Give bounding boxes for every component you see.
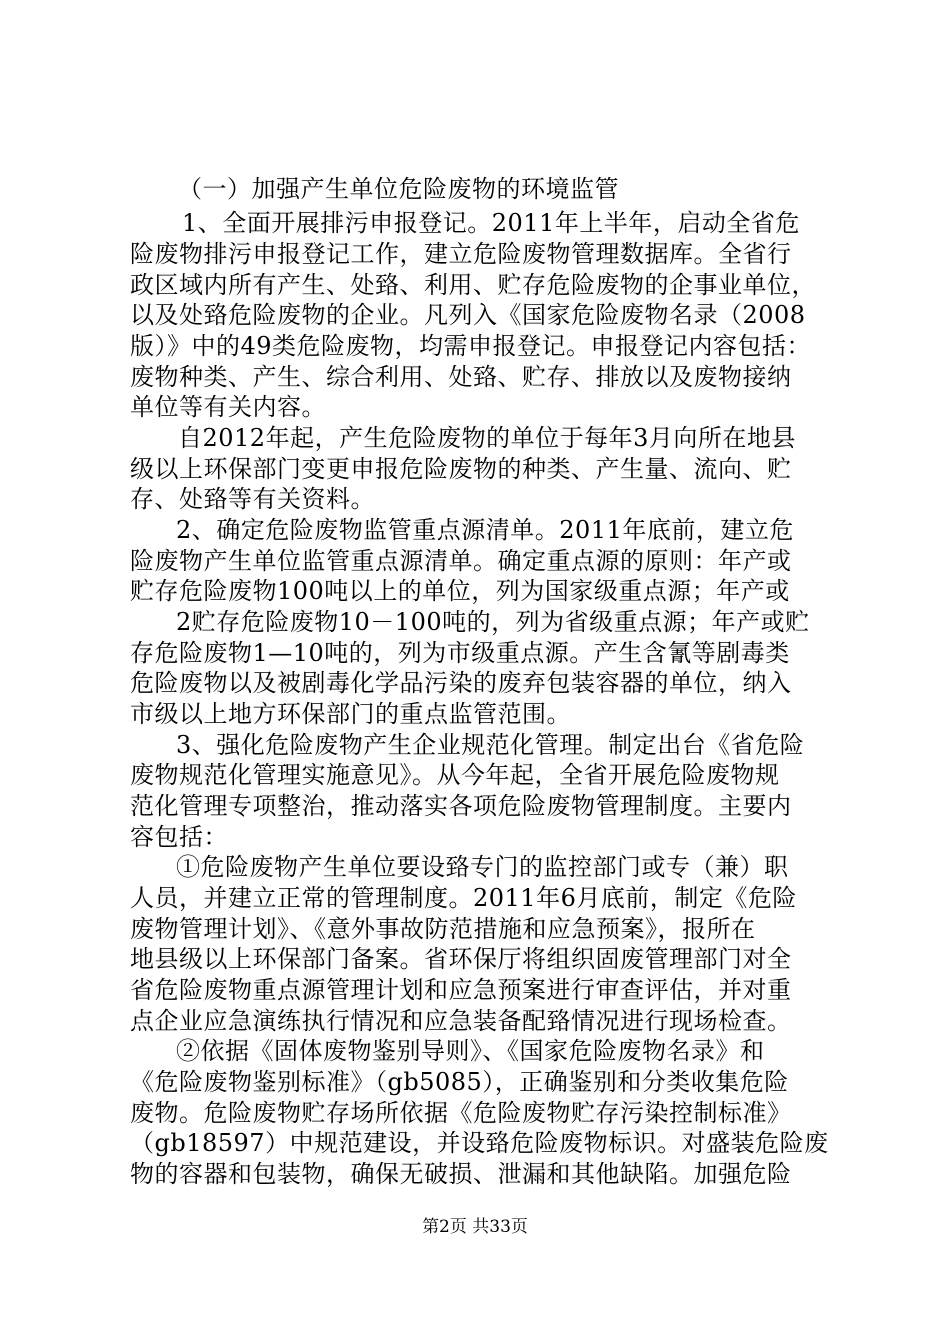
text-line: 危险废物以及被剧毒化学品污染的废弃包装容器的单位，纳入 (130, 669, 792, 697)
text-line: 版）》中的49类危险废物，均需申报登记。申报登记内容包括： (130, 332, 812, 360)
text-line: 存危险废物1—10吨的，列为市级重点源。产生含氰等剧毒类 (130, 639, 790, 667)
text-line: 贮存危险废物100吨以上的单位，列为国家级重点源；年产或 (130, 577, 790, 605)
text-line: 点企业应急演练执行情况和应急装备配臵情况进行现场检查。 (130, 1007, 792, 1035)
text-line: （gb18597）中规范建设，并设臵危险废物标识。对盛装危险废 (130, 1129, 829, 1157)
text-line: ①危险废物产生单位要设臵专门的监控部门或专（兼）职 (176, 853, 789, 881)
text-line: 人员，并建立正常的管理制度。2011年6月底前，制定《危险 (130, 884, 797, 912)
text-line: 自2012年起，产生危险废物的单位于每年3月向所在地县 (178, 424, 796, 452)
text-line: 市级以上地方环保部门的重点监管范围。 (130, 700, 571, 728)
text-line: 单位等有关内容。 (130, 393, 326, 421)
text-line: 省危险废物重点源管理计划和应急预案进行审查评估，并对重 (130, 976, 792, 1004)
text-line: 政区域内所有产生、处臵、利用、贮存危险废物的企事业单位， (130, 271, 816, 299)
text-line: 级以上环保部门变更申报危险废物的种类、产生量、流向、贮 (130, 455, 792, 483)
text-line: 地县级以上环保部门备案。省环保厅将组织固废管理部门对全 (130, 945, 792, 973)
text-line: 废物。危险废物贮存场所依据《危险废物贮存污染控制标准》 (130, 1099, 792, 1127)
text-line: 3、强化危险废物产生企业规范化管理。制定出台《省危险 (176, 731, 805, 759)
section-heading: （一）加强产生单位危险废物的环境监管 (178, 175, 619, 203)
text-line: 物的容器和包装物，确保无破损、泄漏和其他缺陷。加强危险 (130, 1160, 792, 1188)
text-line: 废物规范化管理实施意见》。从今年起，全省开展危险废物规 (130, 761, 780, 789)
text-line: 废物管理计划》、《意外事故防范措施和应急预案》，报所在 (130, 915, 756, 943)
text-line: 2、确定危险废物监管重点源清单。2011年底前，建立危 (176, 516, 794, 544)
text-line: 废物种类、产生、综合利用、处臵、贮存、排放以及废物接纳 (130, 363, 792, 391)
text-line: 以及处臵危险废物的企业。凡列入《国家危险废物名录（2008 (130, 301, 806, 329)
text-line: 容包括： (130, 823, 228, 851)
text-line: 《危险废物鉴别标准》（gb5085），正确鉴别和分类收集危险 (130, 1068, 789, 1096)
text-line: ②依据《固体废物鉴别导则》、《国家危险废物名录》和 (176, 1037, 765, 1065)
text-line: 范化管理专项整治，推动落实各项危险废物管理制度。主要内 (130, 792, 792, 820)
text-line: 1、全面开展排污申报登记。2011年上半年，启动全省危 (182, 209, 800, 237)
page-number-footer: 第2页 共33页 (422, 1217, 528, 1237)
text-line: 存、处臵等有关资料。 (130, 485, 375, 513)
text-line: 险废物产生单位监管重点源清单。确定重点源的原则：年产或 (130, 547, 792, 575)
text-line: 险废物排污申报登记工作，建立危险废物管理数据库。全省行 (130, 240, 792, 268)
text-line: 2贮存危险废物10－100吨的，列为省级重点源；年产或贮 (176, 608, 810, 636)
